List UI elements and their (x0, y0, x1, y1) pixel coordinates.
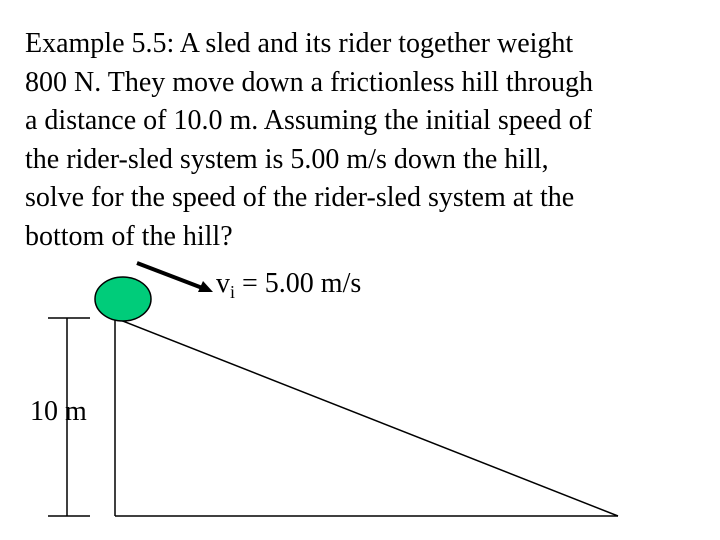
velocity-symbol: v (216, 268, 230, 299)
height-label: 10 m (30, 396, 87, 427)
initial-velocity-label (216, 264, 361, 304)
velocity-arrow (137, 263, 205, 289)
sled-icon (95, 277, 151, 321)
problem-statement: Example 5.5: A sled and its rider together weight 800 N. They move down a frictionless hill through a distance of 10.0 m. Assuming the initial speed of the rider-sled system is 5.00 m/s down the hill, solve for the speed of the rider-sled system at the bottom of the hill? (25, 28, 593, 252)
hill-slope (115, 318, 618, 516)
velocity-value: = 5.00 m/s (235, 268, 362, 299)
velocity-subscript: i (230, 282, 236, 302)
